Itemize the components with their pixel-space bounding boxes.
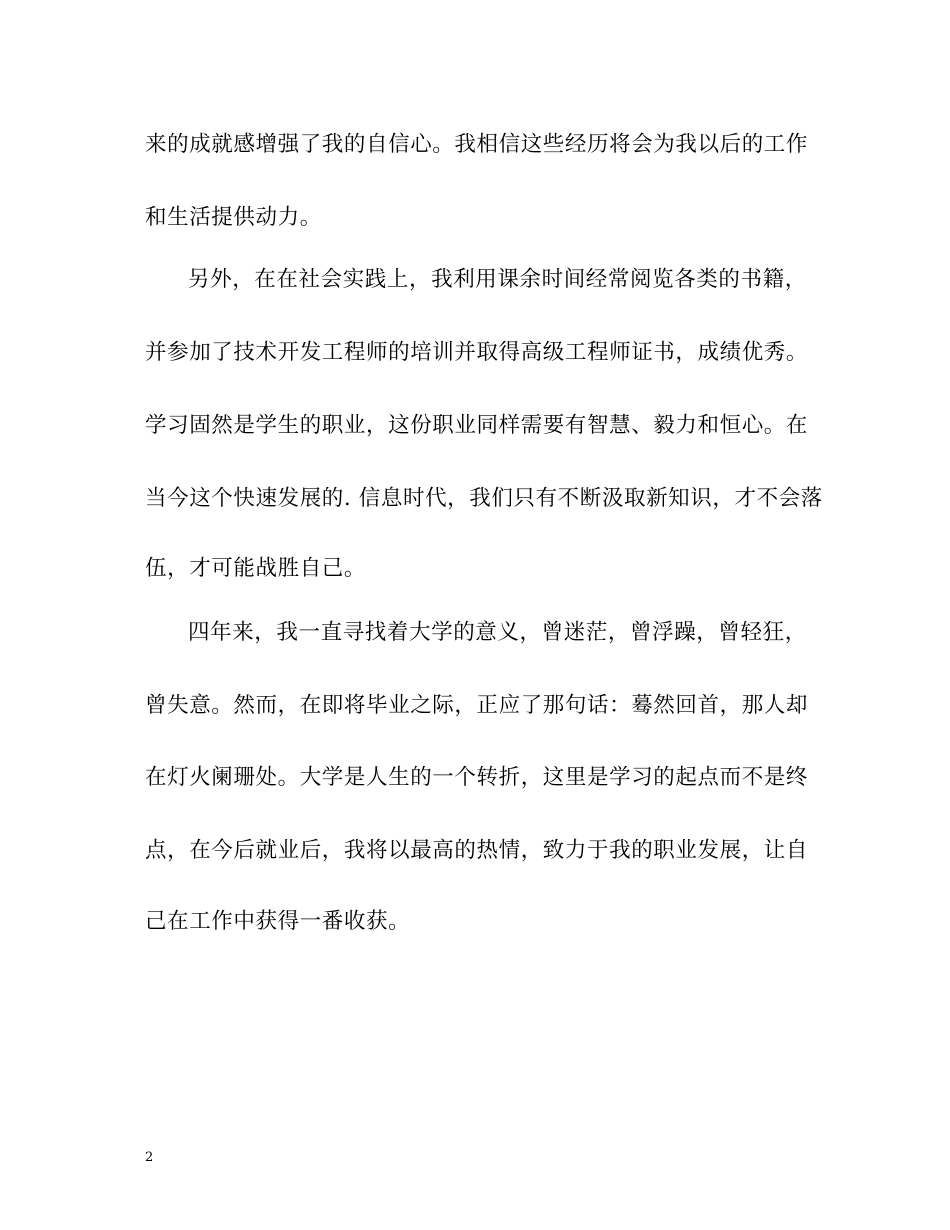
text-line-11: 点，在今后就业后，我将以最高的热情，致力于我的职业发展，让自 xyxy=(145,838,809,863)
text-line-7: 伍，才可能战胜自己。 xyxy=(145,556,367,581)
text-line-10: 在灯火阑珊处。大学是人生的一个转折，这里是学习的起点而不是终 xyxy=(145,765,809,790)
text-line-12: 己在工作中获得一番收获。 xyxy=(145,909,411,934)
text-line-9: 曾失意。然而，在即将毕业之际，正应了那句话：蓦然回首，那人却 xyxy=(145,693,809,718)
text-line-1: 来的成就感增强了我的自信心。我相信这些经历将会为我以后的工作 xyxy=(145,132,809,157)
text-line-5: 学习固然是学生的职业，这份职业同样需要有智慧、毅力和恒心。在 xyxy=(145,413,809,438)
text-line-4: 并参加了技术开发工程师的培训并取得高级工程师证书，成绩优秀。 xyxy=(145,340,809,365)
text-line-2: 和生活提供动力。 xyxy=(145,205,322,230)
text-line-3: 另外，在在社会实践上，我利用课余时间经常阅览各类的书籍， xyxy=(188,267,807,292)
page-number: 2 xyxy=(145,1150,154,1165)
text-line-8: 四年来，我一直寻找着大学的意义，曾迷茫，曾浮躁，曾轻狂， xyxy=(188,620,807,645)
text-line-6: 当今这个快速发展的. 信息时代，我们只有不断汲取新知识，才不会落 xyxy=(145,486,823,511)
